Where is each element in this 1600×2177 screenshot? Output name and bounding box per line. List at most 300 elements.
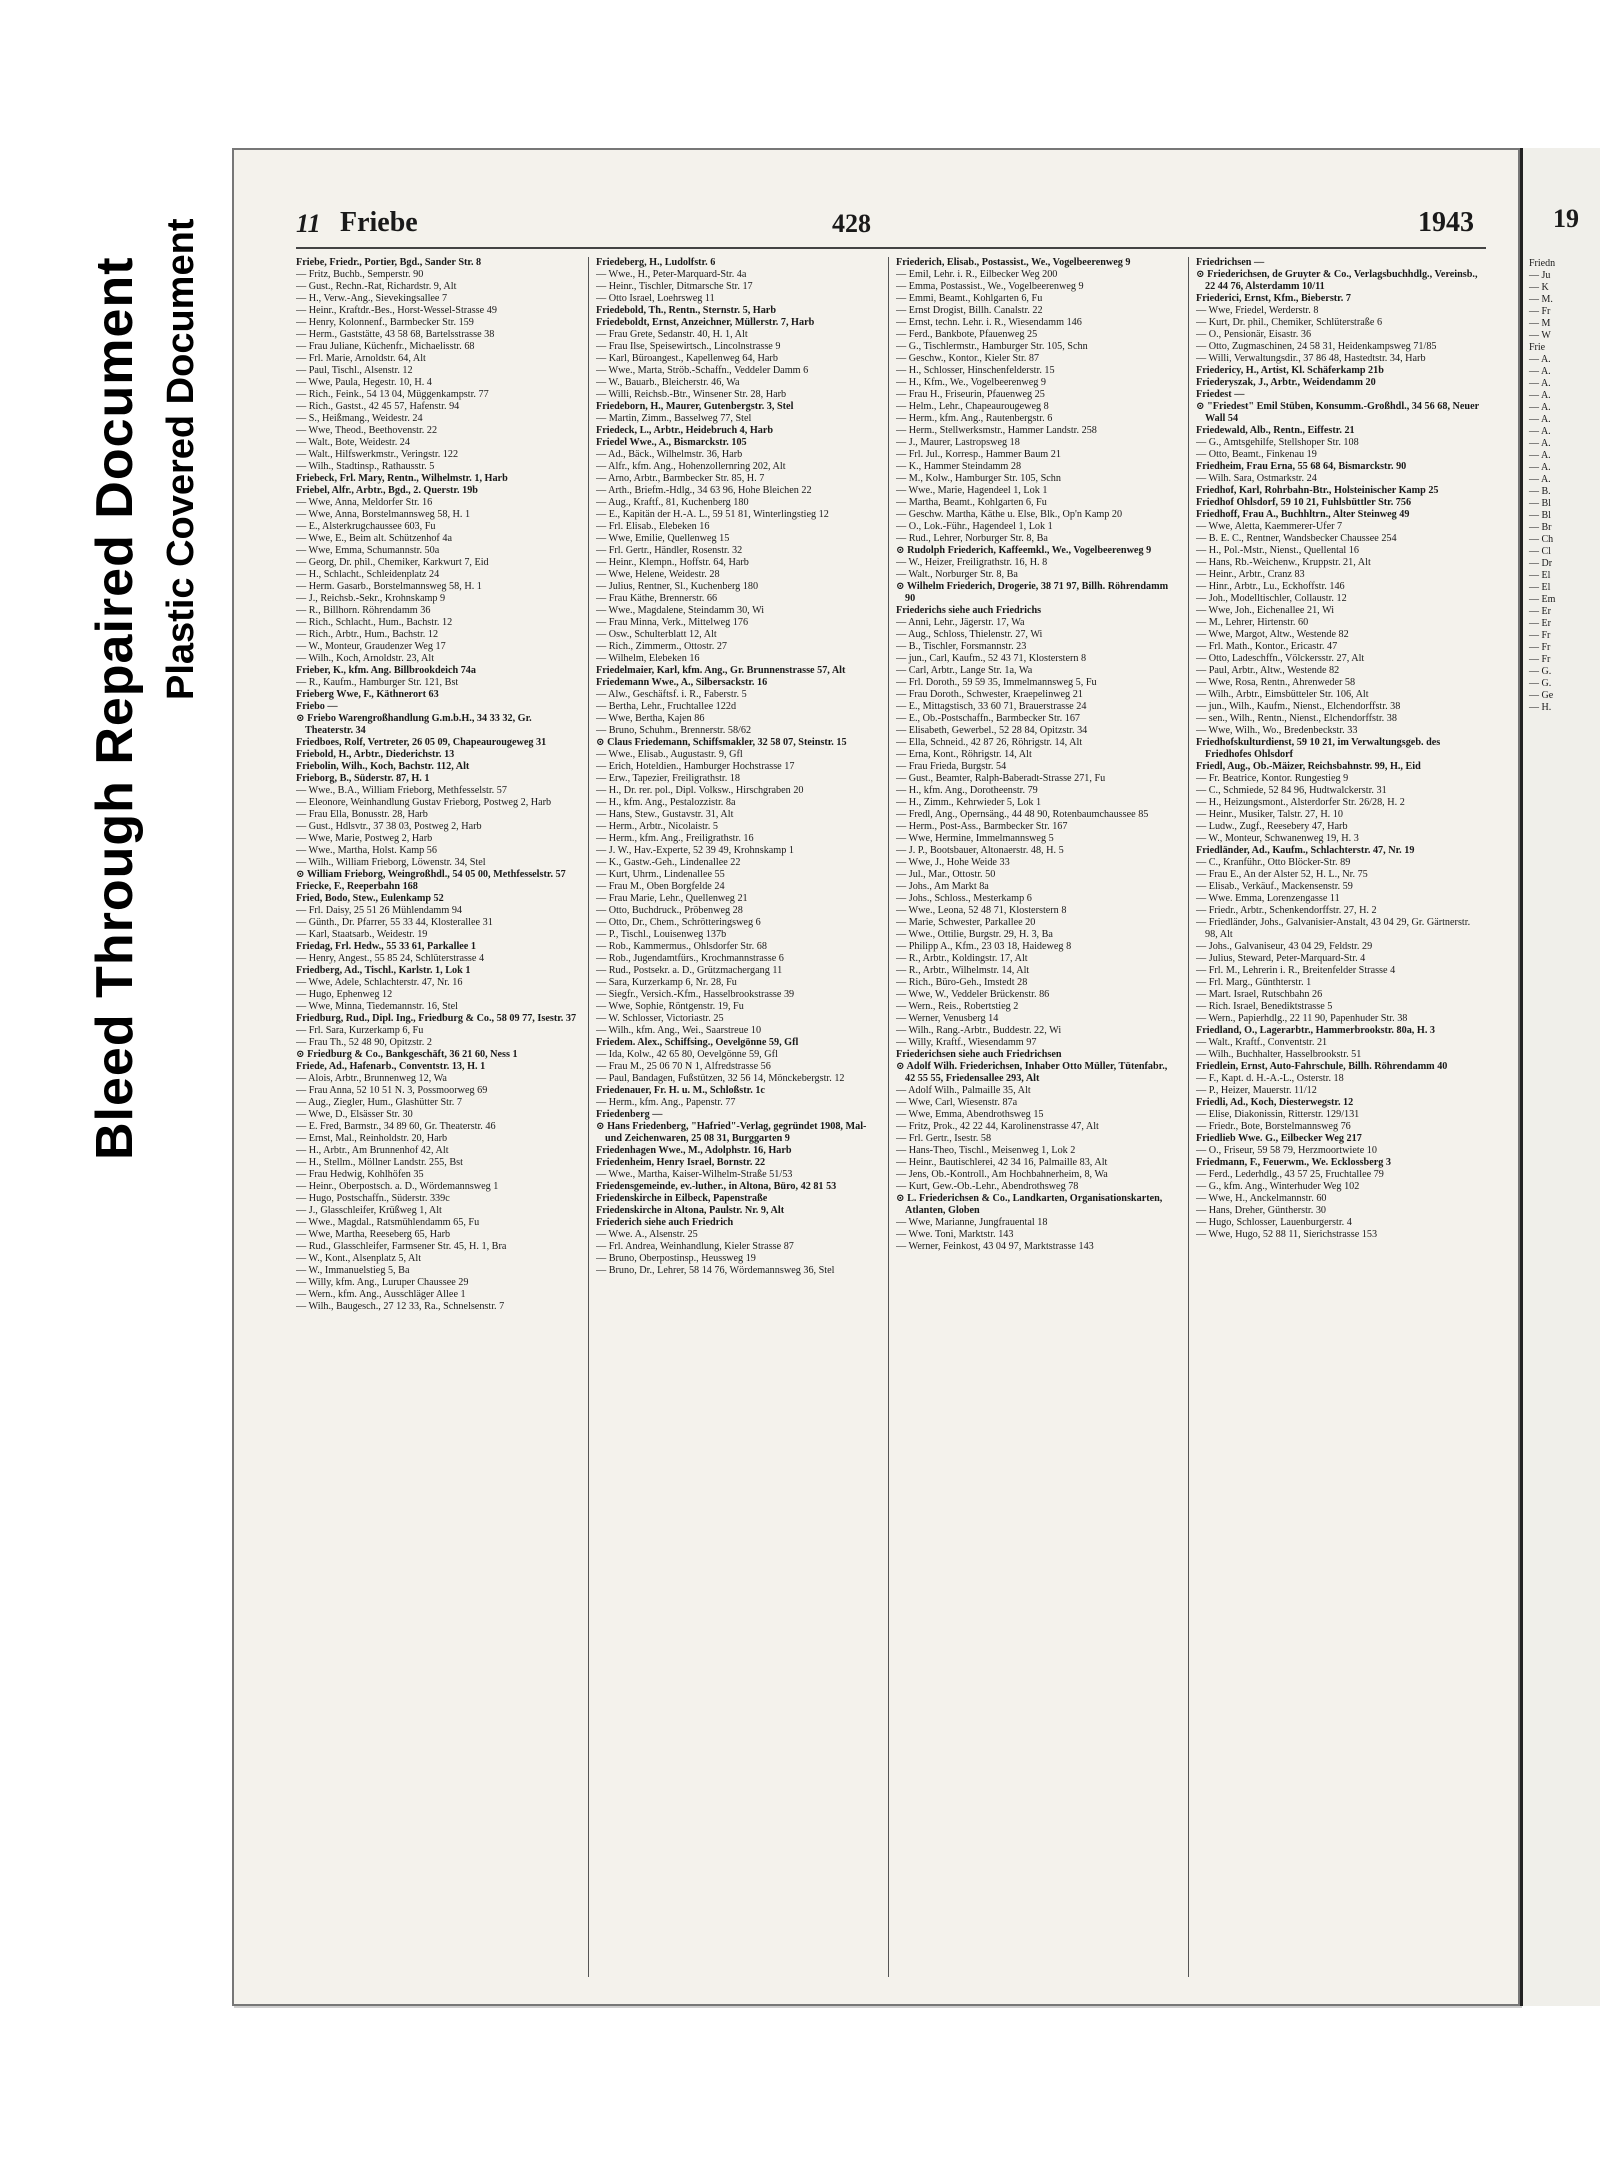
directory-entry: Friederich, Elisab., Postassist., We., Vogelbeerenweg 9	[896, 257, 1131, 268]
adjacent-page-line: — El	[1529, 570, 1551, 581]
directory-entry: — R., Kaufm., Hamburger Str. 121, Bst	[296, 677, 459, 688]
directory-entry: — Wwe. Toni, Marktstr. 143	[896, 1229, 1014, 1240]
directory-entry: — Heinr., Tischler, Ditmarsche Str. 17	[596, 281, 753, 292]
directory-entry: Friedeberg, H., Ludolfstr. 6	[596, 257, 716, 268]
directory-entry: — Erna, Kont., Röhrigstr. 14, Alt	[896, 749, 1032, 760]
directory-entry: Friedenauer, Fr. H. u. M., Schloßstr. 1c	[596, 1085, 765, 1096]
directory-entry: — Wwe, Theod., Beethovenstr. 22	[296, 425, 438, 436]
directory-entry: — Heinr., Bautischlerei, 42 34 16, Palmaille 83, Alt	[896, 1157, 1108, 1168]
directory-entry: — Rich., Arbtr., Hum., Bachstr. 12	[296, 629, 439, 640]
adjacent-page-line: — Fr	[1529, 642, 1551, 653]
adjacent-page-line: — A.	[1529, 450, 1551, 461]
directory-entry: Friedland, O., Lagerarbtr., Hammerbrookstr. 80a, H. 3	[1196, 1025, 1436, 1036]
directory-entry: — Wilh., Stadtinsp., Rathausstr. 5	[296, 461, 435, 472]
page-header	[296, 205, 1486, 241]
adjacent-page-line: — A.	[1529, 402, 1551, 413]
adjacent-page-line: Friedn	[1529, 258, 1556, 269]
directory-entry: Friedhofskulturdienst, 59 10 21, im Verwaltungsgeb. des Friedhofes Ohlsdorf	[1196, 737, 1441, 760]
directory-entry: — jun., Wilh., Kaufm., Nienst., Elchendorffstr. 38	[1196, 701, 1401, 712]
directory-entry: Friedhof, Karl, Rohrbahn-Btr., Holsteinischer Kamp 25	[1196, 485, 1439, 496]
adjacent-page-line: — Bl	[1529, 510, 1551, 521]
column-2	[596, 257, 880, 1977]
directory-entry: — Friedr., Bote, Borstelmannsweg 76	[1196, 1121, 1351, 1132]
directory-entry: — Rud., Postsekr. a. D., Grützmachergang 11	[596, 965, 783, 976]
directory-entry: — E. Fred, Barmstr., 34 89 60, Gr. Theaterstr. 46	[296, 1121, 496, 1132]
adjacent-page-line: — Dr	[1529, 558, 1553, 569]
directory-entry: — Otto, Beamt., Finkenau 19	[1196, 449, 1317, 460]
directory-entry: — Kurt, Uhrm., Lindenallee 55	[596, 869, 725, 880]
adjacent-page-line: — G.	[1529, 666, 1552, 677]
directory-entry: — Wwe, Sophie, Röntgenstr. 19, Fu	[596, 1001, 744, 1012]
directory-entry: — Otto, Ladeschffn., Völckersstr. 27, Alt	[1196, 653, 1365, 664]
directory-entry: — Karl, Staatsarb., Weidestr. 19	[296, 929, 428, 940]
directory-entry: — Rich., Gastst., 42 45 57, Hafenstr. 94	[296, 401, 460, 412]
directory-entry: — Frl. M., Lehrerin i. R., Breitenfelder Strasse 4	[1196, 965, 1396, 976]
directory-entry: — B. E. C., Rentner, Wandsbecker Chaussee 254	[1196, 533, 1397, 544]
page-content	[296, 205, 1486, 1995]
directory-entry: — Elisab., Verkäuf., Mackensenstr. 59	[1196, 881, 1353, 892]
directory-entry: — Bruno, Oberpostinsp., Heussweg 19	[596, 1253, 756, 1264]
directory-entry: — Julius, Steward, Peter-Marquard-Str. 4	[1196, 953, 1366, 964]
directory-entry: Friedag, Frl. Hedw., 55 33 61, Parkallee 1	[296, 941, 476, 952]
directory-entry: — Otto, Buchdruck., Pröbenweg 28	[596, 905, 743, 916]
adjacent-page-line: — Er	[1529, 618, 1551, 629]
directory-entry: — Gust., Beamter, Ralph-Baberadt-Strasse 271, Fu	[896, 773, 1106, 784]
directory-entry: — Herm., Gaststätte, 43 58 68, Bartelsstrasse 38	[296, 329, 495, 340]
directory-entry: — Wilh., Baugesch., 27 12 33, Ra., Schnelsenstr. 7	[296, 1301, 505, 1312]
directory-entry: — Rob., Jugendamtfürs., Krochmannstrasse 6	[596, 953, 784, 964]
directory-entry: — J., Glasschleifer, Krüßweg 1, Alt	[296, 1205, 442, 1216]
directory-entry: — jun., Carl, Kaufm., 52 43 71, Klosterstern 8	[896, 653, 1087, 664]
columns	[296, 257, 1486, 1977]
directory-entry: — Wwe, Helene, Weidestr. 28	[596, 569, 720, 580]
directory-entry: ⊙ Rudolph Friederich, Kaffeemkl., We., Vogelbeerenweg 9	[896, 545, 1152, 556]
directory-entry: — Frau H., Friseurin, Pfauenweg 25	[896, 389, 1045, 400]
directory-entry: — Erw., Tapezier, Freiligrathstr. 18	[596, 773, 741, 784]
adjacent-page-line: — M.	[1529, 294, 1553, 305]
directory-entry: — Wwe., Leona, 52 48 71, Klosterstern 8	[896, 905, 1067, 916]
directory-entry: Friebolin, Wilh., Koch, Bachstr. 112, Alt	[296, 761, 470, 772]
directory-entry: — Otto, Dr., Chem., Schrötteringsweg 6	[596, 917, 761, 928]
adjacent-page-line: — W	[1529, 330, 1551, 341]
directory-entry: — Fredl, Ang., Opernsäng., 44 48 90, Rotenbaumchaussee 85	[896, 809, 1149, 820]
directory-entry: — Wwe, Margot, Altw., Westende 82	[1196, 629, 1349, 640]
directory-entry: — Wwe, Emilie, Quellenweg 15	[596, 533, 730, 544]
directory-entry: — Rich., Feink., 54 13 04, Müggenkampstr. 77	[296, 389, 489, 400]
directory-entry: — Willi, Reichsb.-Btr., Winsener Str. 28, Harb	[596, 389, 787, 400]
directory-entry: — Wilh. Sara, Ostmarkstr. 24	[1196, 473, 1317, 484]
directory-entry: Friedel Wwe., A., Bismarckstr. 105	[596, 437, 747, 448]
directory-entry: — Wilhelm, Elebeken 16	[596, 653, 700, 664]
directory-entry: Friedem. Alex., Schiffsing., Oevelgönne 59, Gfl	[596, 1037, 799, 1048]
directory-entry: — E., Mittagstisch, 33 60 71, Brauerstrasse 24	[896, 701, 1087, 712]
directory-entry: — Wilh., William Frieborg, Löwenstr. 34, Stel	[296, 857, 486, 868]
directory-entry: — Frau Th., 52 48 90, Opitzstr. 2	[296, 1037, 432, 1048]
directory-entry: — Wwe, Bertha, Kajen 86	[596, 713, 705, 724]
directory-entry: — Frl. Doroth., 59 59 35, Immelmannsweg 5, Fu	[896, 677, 1097, 688]
directory-entry: — Wwe, E., Beim alt. Schützenhof 4a	[296, 533, 452, 544]
directory-entry: Friedest —	[1196, 389, 1245, 400]
bleed-through-stamp: Bleed Through Repaired Document	[86, 256, 144, 1160]
directory-entry: — B., Tischler, Forsmannstr. 23	[896, 641, 1027, 652]
directory-entry: — Adolf Wilh., Palmaille 35, Alt	[896, 1085, 1031, 1096]
directory-entry: — Frl. Elisab., Elebeken 16	[596, 521, 710, 532]
directory-entry: — Ida, Kolw., 42 65 80, Oevelgönne 59, Gfl	[596, 1049, 778, 1060]
directory-entry: — Carl, Arbtr., Lange Str. 1a, Wa	[896, 665, 1033, 676]
adjacent-page-line: — H.	[1529, 702, 1552, 713]
directory-entry: ⊙ William Frieborg, Weingroßhdl., 54 05 00, Methfesselstr. 57	[296, 869, 566, 880]
directory-entry: Friedli, Ad., Koch, Diesterwegstr. 12	[1196, 1097, 1354, 1108]
directory-entry: — Wwe, Minna, Tiedemannstr. 16, Stel	[296, 1001, 458, 1012]
directory-entry: — Wwe., Magdal., Ratsmühlendamm 65, Fu	[296, 1217, 480, 1228]
adjacent-page-line: — A.	[1529, 354, 1551, 365]
directory-entry: Friederichsen siehe auch Friedrichsen	[896, 1049, 1062, 1060]
directory-entry: — C., Kranführ., Otto Blöcker-Str. 89	[1196, 857, 1351, 868]
directory-entry: Friedewald, Alb., Rentn., Eiffestr. 21	[1196, 425, 1355, 436]
directory-entry: — R., Billhorn. Röhrendamm 36	[296, 605, 431, 616]
directory-entry: Friedemann Wwe., A., Silbersackstr. 16	[596, 677, 768, 688]
adjacent-page-line: — A.	[1529, 462, 1551, 473]
column-4	[1196, 257, 1480, 1977]
directory-entry: — H., Zimm., Kehrwieder 5, Lok 1	[896, 797, 1042, 808]
directory-entry: — Johs., Galvaniseur, 43 04 29, Feldstr. 29	[1196, 941, 1373, 952]
directory-entry: — Paul, Tischl., Alsenstr. 12	[296, 365, 413, 376]
directory-entry: — Friedländer, Johs., Galvanisier-Anstalt, 43 04 29, Gr. Gärtnerstr. 98, Alt	[1196, 917, 1471, 940]
directory-entry: Friederici, Ernst, Kfm., Bieberstr. 7	[1196, 293, 1351, 304]
directory-entry: — Hans-Theo, Tischl., Meisenweg 1, Lok 2	[896, 1145, 1076, 1156]
directory-entry: Friederichs siehe auch Friedrichs	[896, 605, 1042, 616]
directory-entry: — Hugo, Schlosser, Lauenburgerstr. 4	[1196, 1217, 1352, 1228]
directory-entry: — Frau Käthe, Brennerstr. 66	[596, 593, 718, 604]
directory-entry: Friede, Ad., Hafenarb., Conventstr. 13, H. 1	[296, 1061, 486, 1072]
directory-entry: — Wwe., Magdalene, Steindamm 30, Wi	[596, 605, 765, 616]
directory-entry: — Heinr., Musiker, Talstr. 27, H. 10	[1196, 809, 1343, 820]
directory-entry: — Heinr., Klempn., Hoffstr. 64, Harb	[596, 557, 749, 568]
directory-entry: — H., Schlosser, Hinschenfelderstr. 15	[896, 365, 1055, 376]
directory-entry: — Hinr., Arbtr., Lu., Eckhoffstr. 146	[1196, 581, 1345, 592]
directory-entry: — Frl. Daisy, 25 51 26 Mühlendamm 94	[296, 905, 463, 916]
directory-entry: — Wwe, Anna, Borstelmannsweg 58, H. 1	[296, 509, 471, 520]
column-1	[296, 257, 580, 1977]
directory-entry: Friebel, Alfr., Arbtr., Bgd., 2. Querstr. 19b	[296, 485, 478, 496]
directory-entry: — Rich. Israel, Benediktstrasse 5	[1196, 1001, 1333, 1012]
directory-entry: Friedl, Aug., Ob.-Mäizer, Reichsbahnstr. 99, H., Eid	[1196, 761, 1421, 772]
directory-entry: Friedensgemeinde, ev.-luther., in Altona, Büro, 42 81 53	[596, 1181, 837, 1192]
directory-entry: — H., Arbtr., Am Brunnenhof 42, Alt	[296, 1145, 449, 1156]
directory-entry: Friedericy, H., Artist, Kl. Schäferkamp 21b	[1196, 365, 1384, 376]
directory-entry: — S., Heißmang., Weidestr. 24	[296, 413, 423, 424]
directory-entry: — F., Kapt. d. H.-A.-L., Osterstr. 18	[1196, 1073, 1344, 1084]
directory-entry: Friedmann, F., Feuerwm., We. Ecklossberg 3	[1196, 1157, 1391, 1168]
directory-entry: — Wwe, Aletta, Kaemmerer-Ufer 7	[1196, 521, 1343, 532]
adjacent-page-edge	[1520, 148, 1600, 2006]
directory-entry: — G., kfm. Ang., Winterhuder Weg 102	[1196, 1181, 1360, 1192]
directory-entry: — Wwe., Marie, Hagendeel 1, Lok 1	[896, 485, 1048, 496]
directory-entry: — Martha, Beamt., Kohlgarten 6, Fu	[896, 497, 1047, 508]
directory-entry: — J., Reichsb.-Sekr., Krohnskamp 9	[296, 593, 446, 604]
directory-entry: Friebo —	[296, 701, 338, 712]
directory-entry: — Hans, Rb.-Weichenw., Kruppstr. 21, Alt	[1196, 557, 1371, 568]
directory-entry: — R., Arbtr., Wilhelmstr. 14, Alt	[896, 965, 1030, 976]
directory-entry: — Wwe, Anna, Meldorfer Str. 16	[296, 497, 433, 508]
directory-entry: — Wwe., Ottilie, Burgstr. 29, H. 3, Ba	[896, 929, 1053, 940]
directory-entry: — Henry, Angest., 55 85 24, Schlüterstrasse 4	[296, 953, 485, 964]
adjacent-page-line: — Ju	[1529, 270, 1551, 281]
directory-entry: — Paul, Bandagen, Fußstützen, 32 56 14, Mönckebergstr. 12	[596, 1073, 845, 1084]
directory-entry: — Elise, Diakonissin, Ritterstr. 129/131	[1196, 1109, 1360, 1120]
directory-entry: — Herm., Post-Ass., Barmbecker Str. 167	[896, 821, 1068, 832]
directory-entry: — Hans, Dreher, Güntherstr. 30	[1196, 1205, 1327, 1216]
directory-entry: — J. P., Bootsbauer, Altonaerstr. 48, H. 5	[896, 845, 1064, 856]
directory-entry: — Wwe, H., Anckelmannstr. 60	[1196, 1193, 1327, 1204]
directory-entry: Friedenskirche in Altona, Paulstr. Nr. 9, Alt	[596, 1205, 785, 1216]
directory-entry: — Fritz, Buchb., Semperstr. 90	[296, 269, 424, 280]
directory-entry: Friederyszak, J., Arbtr., Weidendamm 20	[1196, 377, 1376, 388]
directory-entry: — Wwe, Paula, Hegestr. 10, H. 4	[296, 377, 432, 388]
directory-entry: — Willy, kfm. Ang., Luruper Chaussee 29	[296, 1277, 469, 1288]
directory-entry: Friedeboldt, Ernst, Anzeichner, Müllerstr. 7, Harb	[596, 317, 815, 328]
directory-entry: — H., kfm. Ang., Pestalozzistr. 8a	[596, 797, 736, 808]
directory-entry: — Paul, Arbtr., Altw., Westende 82	[1196, 665, 1340, 676]
directory-entry: — K., Gastw.-Geh., Lindenallee 22	[596, 857, 741, 868]
adjacent-page-line: — Ge	[1529, 690, 1554, 701]
directory-entry: — Wern., kfm. Ang., Ausschläger Allee 1	[296, 1289, 466, 1300]
directory-entry: — Frau Hedwig, Kohlhöfen 35	[296, 1169, 424, 1180]
directory-entry: — Wwe, Martha, Reeseberg 65, Harb	[296, 1229, 451, 1240]
directory-entry: — Wilh., Rang.-Arbtr., Buddestr. 22, Wi	[896, 1025, 1062, 1036]
directory-entry: — Herm., Arbtr., Nicolaistr. 5	[596, 821, 718, 832]
directory-entry: Friedburg, Rud., Dipl. Ing., Friedburg & Co., 58 09 77, Isestr. 37	[296, 1013, 577, 1024]
directory-entry: — Julius, Rentner, Sl., Kuchenberg 180	[596, 581, 759, 592]
directory-entry: Friedländer, Ad., Kaufm., Schlachterstr. 47, Nr. 19	[1196, 845, 1415, 856]
directory-entry: Friedberg, Ad., Tischl., Karlstr. 1, Lok 1	[296, 965, 471, 976]
directory-entry: — G., Amtsgehilfe, Stellshoper Str. 108	[1196, 437, 1359, 448]
directory-entry: ⊙ Wilhelm Friederich, Drogerie, 38 71 97, Billh. Röhrendamm 90	[896, 581, 1169, 604]
directory-entry: — Walt., Kraftf., Conventstr. 21	[1196, 1037, 1328, 1048]
directory-entry: — H., kfm. Ang., Dorotheenstr. 79	[896, 785, 1038, 796]
directory-entry: ⊙ Friebo Warengroßhandlung G.m.b.H., 34 33 32, Gr. Theaterstr. 34	[296, 713, 532, 736]
directory-entry: — Johs., Am Markt 8a	[896, 881, 989, 892]
directory-entry: — H., Heizungsmont., Alsterdorfer Str. 26/28, H. 2	[1196, 797, 1405, 808]
adjacent-page-number: 19	[1553, 204, 1579, 233]
directory-entry: — O., Friseur, 59 58 79, Herzmoortwiete 10	[1196, 1145, 1377, 1156]
adjacent-page-line: — A.	[1529, 426, 1551, 437]
directory-entry: — Otto, Zugmaschinen, 24 58 31, Heidenkampsweg 71/85	[1196, 341, 1437, 352]
directory-entry: — Wilh., Koch, Arnoldstr. 23, Alt	[296, 653, 435, 664]
header-keyword: Friebe	[340, 207, 418, 238]
directory-entry: — E., Kapitän der H.-A. L., 59 51 81, Winterlingstieg 12	[596, 509, 829, 520]
directory-entry: — Wwe, Carl, Wiesenstr. 87a	[896, 1097, 1018, 1108]
directory-entry: ⊙ "Friedest" Emil Stüben, Konsumm.-Großhdl., 34 56 68, Neuer Wall 54	[1196, 401, 1479, 424]
directory-entry: — Herm., kfm. Ang., Freiligrathstr. 16	[596, 833, 754, 844]
directory-entry: — Gust., Hdlsvtr., 37 38 03, Postweg 2, Harb	[296, 821, 482, 832]
directory-entry: — Wwe, Joh., Eichenallee 21, Wi	[1196, 605, 1335, 616]
directory-entry: — Frau E., An der Alster 52, H. L., Nr. 75	[1196, 869, 1368, 880]
directory-entry: — W., Bauarb., Bleicherstr. 46, Wa	[596, 377, 740, 388]
directory-entry: — Alfr., kfm. Ang., Hohenzollernring 202, Alt	[596, 461, 786, 472]
directory-entry: — Ella, Schneid., 42 87 26, Röhrigstr. 14, Alt	[896, 737, 1083, 748]
directory-entry: Friecke, F., Reeperbahn 168	[296, 881, 418, 892]
directory-entry: — Frl. Marie, Arnoldstr. 64, Alt	[296, 353, 426, 364]
adjacent-page-line: — A.	[1529, 378, 1551, 389]
directory-entry: — Willi, Verwaltungsdir., 37 86 48, Hastedtstr. 34, Harb	[1196, 353, 1426, 364]
directory-entry: — Georg, Dr. phil., Chemiker, Karkwurt 7, Eid	[296, 557, 489, 568]
directory-entry: — M., Lehrer, Hirtenstr. 60	[1196, 617, 1309, 628]
column-divider	[888, 257, 889, 1977]
column-divider	[588, 257, 589, 1977]
directory-entry: — Erich, Hoteldien., Hamburger Hochstrasse 17	[596, 761, 795, 772]
directory-entry: — Werner, Feinkost, 43 04 97, Marktstrasse 143	[896, 1241, 1094, 1252]
directory-entry: — Osw., Schulterblatt 12, Alt	[596, 629, 717, 640]
directory-entry: — Herm., kfm. Ang., Rautenbergstr. 6	[896, 413, 1053, 424]
directory-entry: — Aug., Kraftf., 81, Kuchenberg 180	[596, 497, 749, 508]
adjacent-page-line: — Br	[1529, 522, 1552, 533]
directory-entry: — Wwe, D., Elsässer Str. 30	[296, 1109, 413, 1120]
adjacent-page-line: Frie	[1529, 342, 1546, 353]
directory-entry: — W., Heizer, Freiligrathstr. 16, H. 8	[896, 557, 1048, 568]
directory-entry: — Kurt, Gew.-Ob.-Lehr., Abendrothsweg 78	[896, 1181, 1079, 1192]
adjacent-page-line: — K	[1529, 282, 1549, 293]
directory-entry: — Ernst, techn. Lehr. i. R., Wiesendamm 146	[896, 317, 1082, 328]
adjacent-page-line: — Fr	[1529, 654, 1551, 665]
directory-entry: — Hugo, Ephenweg 12	[296, 989, 393, 1000]
directory-entry: — Frau Marie, Lehr., Quellenweg 21	[596, 893, 748, 904]
directory-entry: — Wern., Reis., Robertstieg 2	[896, 1001, 1019, 1012]
directory-entry: — Wwe, Wilh., Wo., Bredenbeckstr. 33	[1196, 725, 1358, 736]
directory-page	[232, 148, 1520, 2006]
directory-entry: — E., Alsterkrugchaussee 603, Fu	[296, 521, 436, 532]
adjacent-page-line: — B.	[1529, 486, 1551, 497]
adjacent-page-line: — Er	[1529, 606, 1551, 617]
directory-entry: Fried, Bodo, Stew., Eulenkamp 52	[296, 893, 444, 904]
directory-entry: — Marie, Schwester, Parkallee 20	[896, 917, 1036, 928]
directory-entry: — Rich., Zimmerm., Ottostr. 27	[596, 641, 728, 652]
directory-entry: — Günth., Dr. Pfarrer, 55 33 44, Klosterallee 31	[296, 917, 493, 928]
directory-entry: Friedlieb Wwe. G., Eilbecker Weg 217	[1196, 1133, 1362, 1144]
directory-entry: — Geschw. Martha, Käthe u. Else, Blk., Op'n Kamp 20	[896, 509, 1123, 520]
directory-entry: — Wwe. Emma, Lorenzengasse 11	[1196, 893, 1340, 904]
column-3	[896, 257, 1180, 1977]
directory-entry: — Walt., Norburger Str. 8, Ba	[896, 569, 1018, 580]
directory-entry: — Wilh., kfm. Ang., Wei., Saarstreue 10	[596, 1025, 762, 1036]
directory-entry: — Frl. Math., Kontor., Ericastr. 47	[1196, 641, 1338, 652]
directory-entry: — Frl. Jul., Korresp., Hammer Baum 21	[896, 449, 1061, 460]
directory-entry: — Ernst Drogist, Billh. Canalstr. 22	[896, 305, 1043, 316]
directory-entry: — W. Schlosser, Victoriastr. 25	[596, 1013, 724, 1024]
directory-entry: — E., Ob.-Postschaffn., Barmbecker Str. 167	[896, 713, 1081, 724]
directory-entry: Frieber, K., kfm. Ang. Billbrookdeich 74a	[296, 665, 476, 676]
directory-entry: — Heinr., Oberpostsch. a. D., Wördemannsweg 1	[296, 1181, 499, 1192]
directory-entry: — Joh., Modelltischler, Collaustr. 12	[1196, 593, 1347, 604]
adjacent-page-line: — El	[1529, 582, 1551, 593]
adjacent-page-line: — M	[1529, 318, 1551, 329]
directory-entry: Friedlein, Ernst, Auto-Fahrschule, Billh. Röhrendamm 40	[1196, 1061, 1448, 1072]
directory-entry: — Frau Ella, Bonusstr. 28, Harb	[296, 809, 428, 820]
directory-entry: — Bruno, Schuhm., Brennerstr. 58/62	[596, 725, 752, 736]
directory-entry: — K., Hammer Steindamm 28	[896, 461, 1022, 472]
directory-entry: — Frl. Sara, Kurzerkamp 6, Fu	[296, 1025, 424, 1036]
directory-entry: — Frau Ilse, Speisewirtsch., Lincolnstrasse 9	[596, 341, 781, 352]
directory-entry: — Siegfr., Versich.-Kfm., Hasselbrookstrasse 39	[596, 989, 795, 1000]
directory-entry: ⊙ L. Friederichsen & Co., Landkarten, Organisationskarten, Atlanten, Globen	[896, 1193, 1163, 1216]
directory-entry: — Otto Israel, Loehrsweg 11	[596, 293, 715, 304]
directory-entry: — Wwe, Hermine, Immelmannsweg 5	[896, 833, 1054, 844]
adjacent-page-line: — A.	[1529, 390, 1551, 401]
page-number: 428	[832, 209, 871, 238]
directory-entry: — Frau M., Oben Borgfelde 24	[596, 881, 725, 892]
directory-entry: — Henry, Kolonnenf., Barmbecker Str. 159	[296, 317, 474, 328]
directory-entry: — Karl, Büroangest., Kapellenweg 64, Harb	[596, 353, 778, 364]
directory-entry: — Frau Doroth., Schwester, Kraepelinweg 21	[896, 689, 1083, 700]
adjacent-page-line: — Fr	[1529, 306, 1551, 317]
directory-entry: Friedhof Ohlsdorf, 59 10 21, Fuhlsbüttler Str. 756	[1196, 497, 1412, 508]
directory-entry: — Wwe., B.A., William Frieborg, Methfesselstr. 57	[296, 785, 507, 796]
adjacent-page-line: — Cl	[1529, 546, 1551, 557]
directory-entry: — Wwe, Marie, Postweg 2, Harb	[296, 833, 433, 844]
directory-entry: — Eleonore, Weinhandlung Gustav Frieborg, Postweg 2, Harb	[296, 797, 552, 808]
directory-entry: — Jul., Mar., Ottostr. 50	[896, 869, 996, 880]
directory-entry: Friebeck, Frl. Mary, Rentn., Wilhelmstr. 1, Harb	[296, 473, 508, 484]
directory-entry: — Frl. Andrea, Weinhandlung, Kieler Strasse 87	[596, 1241, 794, 1252]
directory-entry: — Aug., Ziegler, Hum., Glashütter Str. 7	[296, 1097, 462, 1108]
directory-entry: Friedboes, Rolf, Vertreter, 26 05 09, Chapeaurougeweg 31	[296, 737, 547, 748]
directory-entry: — Wwe., Martha, Holst. Kamp 56	[296, 845, 437, 856]
directory-entry: — Heinr., Arbtr., Cranz 83	[1196, 569, 1305, 580]
directory-entry: ⊙ Hans Friedenberg, "Hafried"-Verlag, gegründet 1908, Mal- und Zeichenwaren, 25 08 31, Burggarten 9	[596, 1121, 867, 1144]
directory-entry: — Gust., Rechn.-Rat, Richardstr. 9, Alt	[296, 281, 457, 292]
directory-entry: — Emmi, Beamt., Kohlgarten 6, Fu	[896, 293, 1043, 304]
directory-entry: — Helm., Lehr., Chapeaurougeweg 8	[896, 401, 1049, 412]
directory-entry: — P., Heizer, Mauerstr. 11/12	[1196, 1085, 1317, 1096]
adjacent-page-line: — Fr	[1529, 630, 1551, 641]
directory-entry: — Arth., Briefm.-Hdlg., 34 63 96, Hohe Bleichen 22	[596, 485, 812, 496]
directory-entry: — Jens, Ob.-Kontroll., Am Hochbahnerheim, 8, Wa	[896, 1169, 1108, 1180]
directory-entry: — O., Lok.-Führ., Hagendeel 1, Lok 1	[896, 521, 1053, 532]
directory-entry: — Rud., Lehrer, Norburger Str. 8, Ba	[896, 533, 1048, 544]
directory-entry: Friedenberg —	[596, 1109, 663, 1120]
year: 1943	[1418, 207, 1474, 238]
directory-entry: Friedheim, Frau Erna, 55 68 64, Bismarckstr. 90	[1196, 461, 1407, 472]
directory-entry: — Herm., Stellwerksmstr., Hammer Landstr. 258	[896, 425, 1097, 436]
adjacent-page-line: — A.	[1529, 438, 1551, 449]
directory-entry: — Wwe., Martha, Kaiser-Wilhelm-Straße 51/53	[596, 1169, 793, 1180]
directory-entry: — H., Stellm., Möllner Landstr. 255, Bst	[296, 1157, 463, 1168]
directory-entry: — C., Schmiede, 52 84 96, Hudtwalckerstr. 31	[1196, 785, 1387, 796]
directory-entry: — Frl. Gertr., Isestr. 58	[896, 1133, 992, 1144]
directory-entry: — Wwe., Marta, Ströb.-Schaffn., Veddeler Damm 6	[596, 365, 809, 376]
directory-entry: — Emma, Postassist., We., Vogelbeerenweg 9	[896, 281, 1084, 292]
directory-entry: — Frau M., 25 06 70 N 1, Alfredstrasse 56	[596, 1061, 771, 1072]
directory-entry: — Wwe., Elisab., Augustastr. 9, Gfl	[596, 749, 743, 760]
directory-entry: — Anni, Lehr., Jägerstr. 17, Wa	[896, 617, 1025, 628]
directory-entry: — Wwe, Emma, Schumannstr. 50a	[296, 545, 440, 556]
directory-entry: — Kurt, Dr. phil., Chemiker, Schlüterstraße 6	[1196, 317, 1383, 328]
directory-entry: ⊙ Adolf Wilh. Friederichsen, Inhaber Otto Müller, Tütenfabr., 42 55 55, Friedensallee 293, Alt	[896, 1061, 1168, 1084]
directory-entry: — Ferd., Bankbote, Pfauenweg 25	[896, 329, 1038, 340]
directory-entry: — O., Pensionär, Eisastr. 36	[1196, 329, 1312, 340]
adjacent-page-line: — A.	[1529, 414, 1551, 425]
directory-entry: Friedeborn, H., Maurer, Gutenbergstr. 3, Stel	[596, 401, 794, 412]
directory-entry: — H., Pol.-Mstr., Nienst., Quellental 16	[1196, 545, 1359, 556]
directory-entry: — Johs., Schloss., Mesterkamp 6	[896, 893, 1032, 904]
directory-entry: Frieborg, B., Süderstr. 87, H. 1	[296, 773, 430, 784]
directory-entry: — sen., Wilh., Rentn., Nienst., Elchendorffstr. 38	[1196, 713, 1397, 724]
directory-entry: — Wwe, Marianne, Jungfrauental 18	[896, 1217, 1048, 1228]
directory-entry: — Wwe, Rosa, Rentn., Ahrenweder 58	[1196, 677, 1356, 688]
adjacent-page-line: — G.	[1529, 678, 1552, 689]
directory-entry: — G., Tischlermstr., Hamburger Str. 105, Schn	[896, 341, 1088, 352]
directory-entry: — Bertha, Lehr., Fruchtallee 122d	[596, 701, 737, 712]
